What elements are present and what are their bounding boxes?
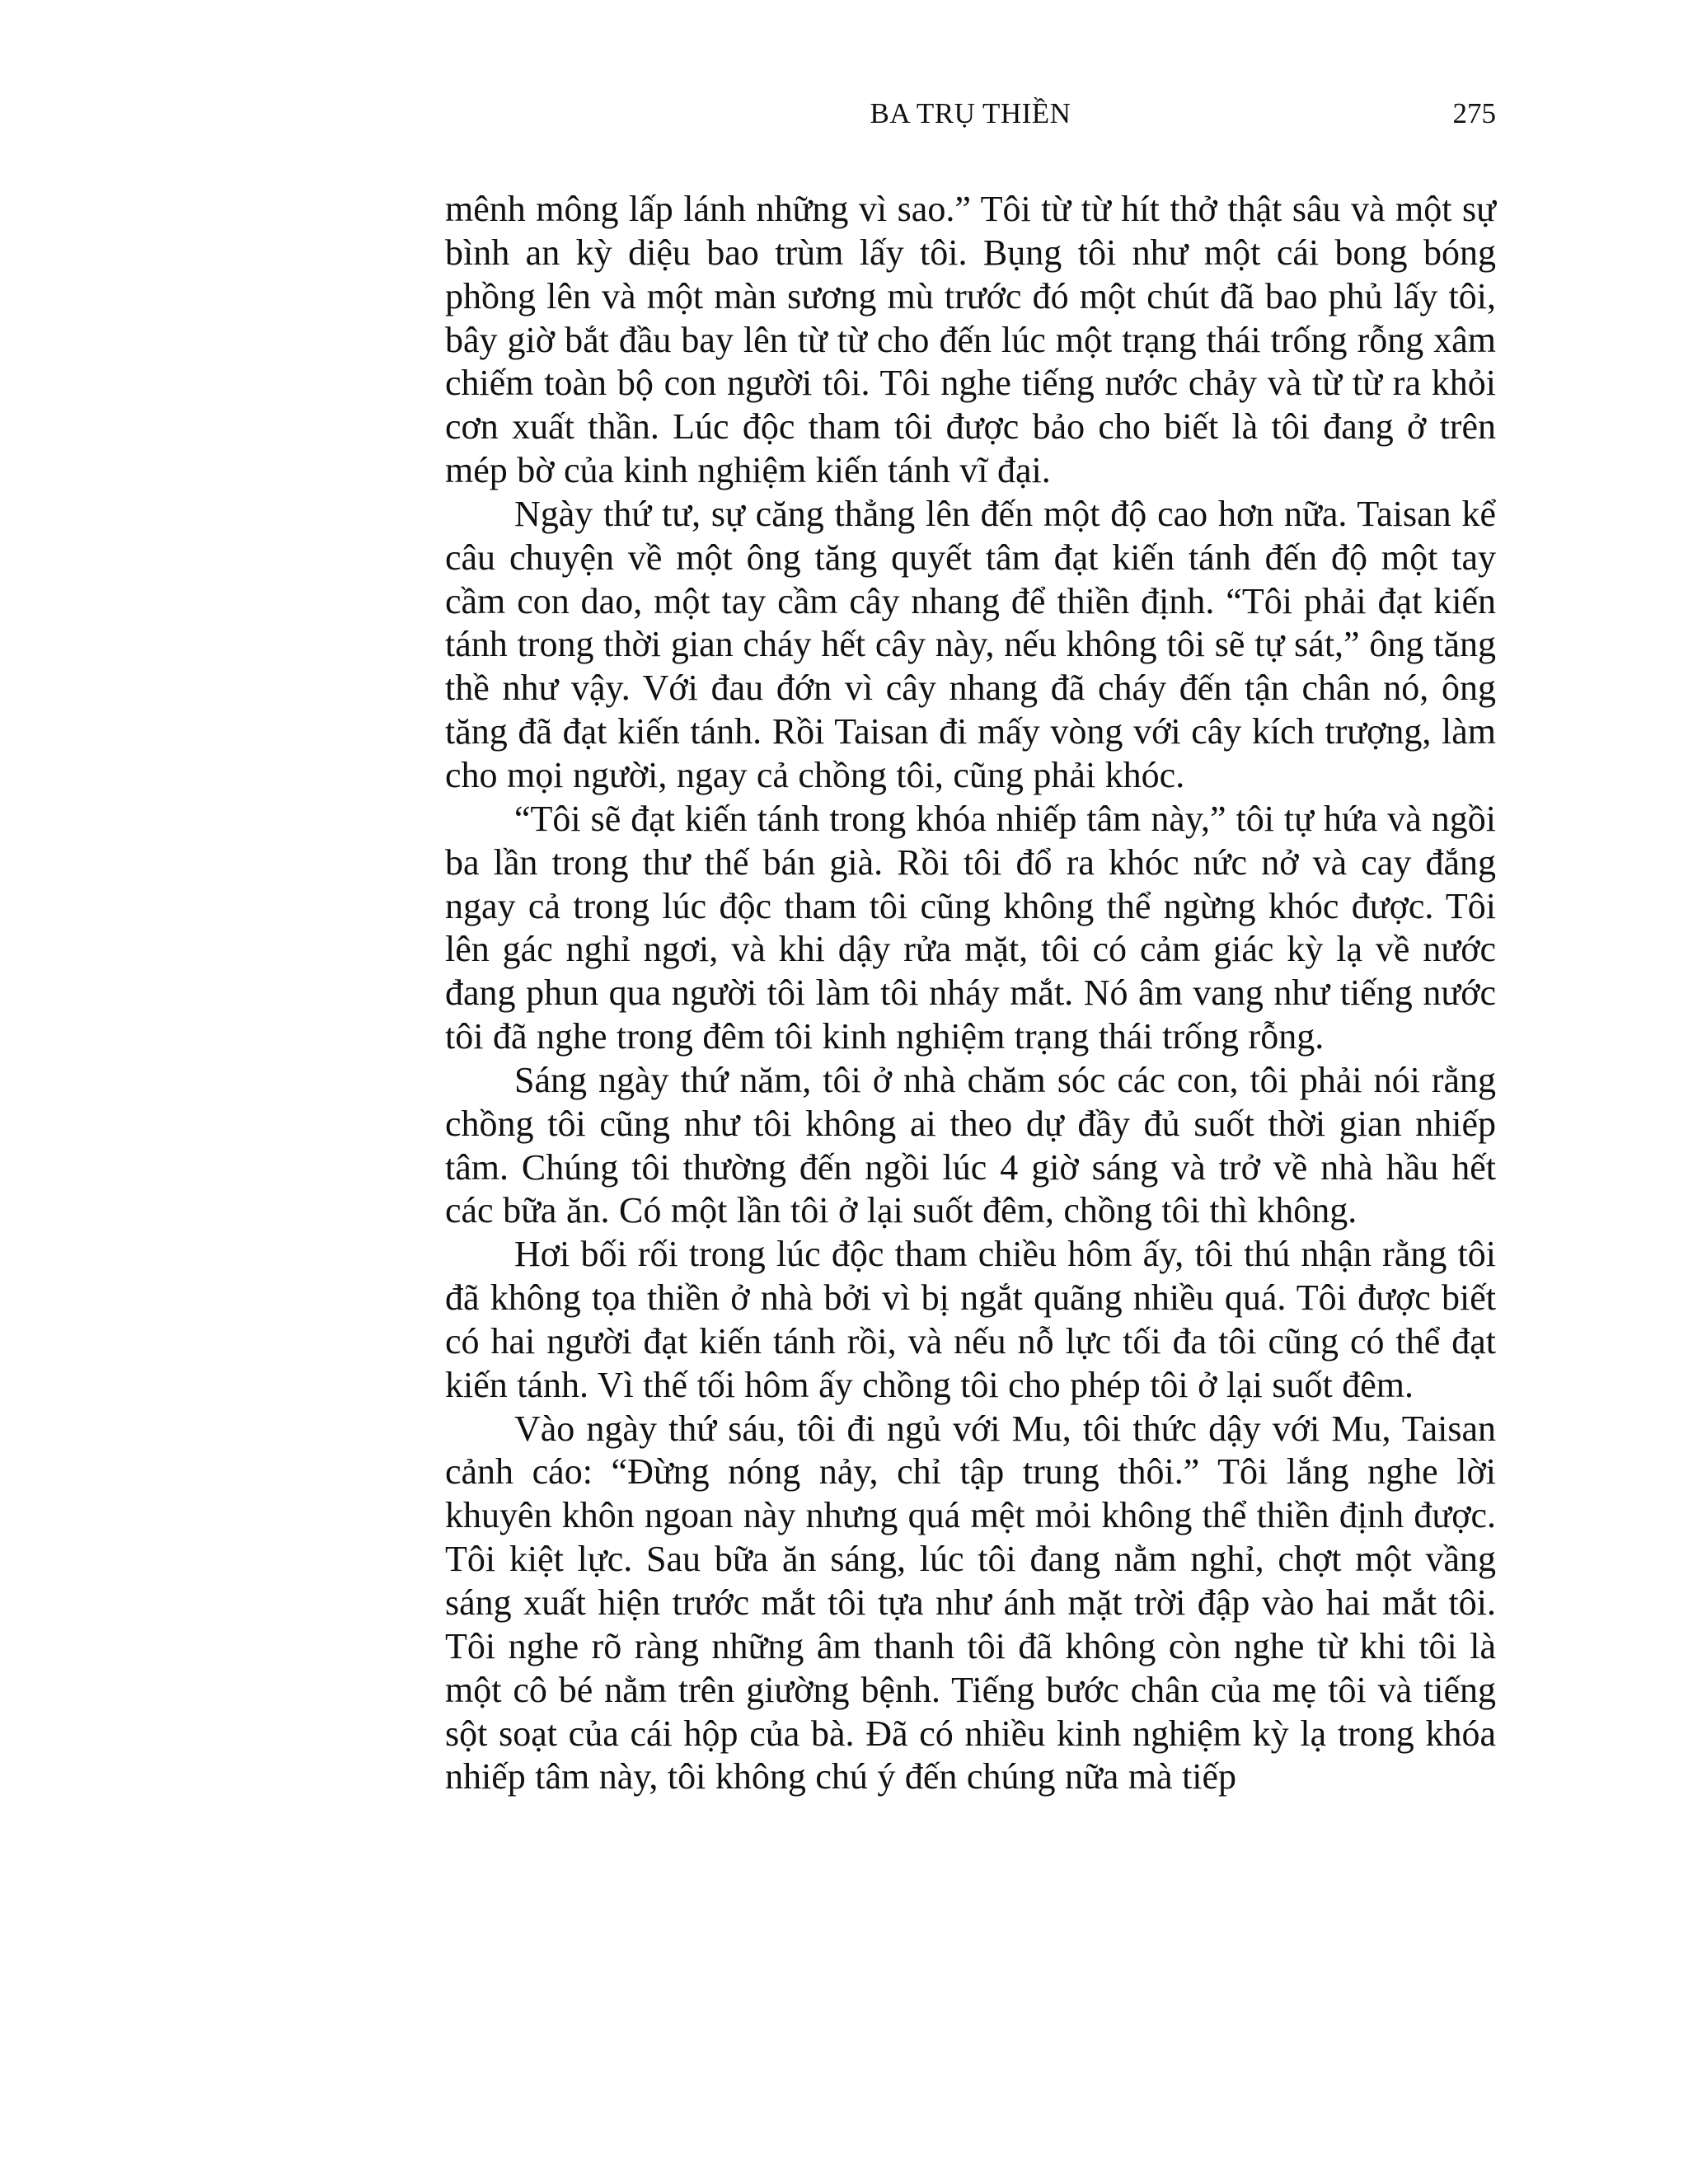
body-text	[445, 188, 1496, 1799]
paragraph: Hơi bối rối trong lúc độc tham chiều hôm ấy, tôi thú nhận rằng tôi đã không tọa thiền ở nhà bởi vì bị ngắt quãng nhiều quá. Tôi được biết có hai người đạt kiến tánh rồi, và nếu nỗ lực tối đa tôi cũng có thể đạt kiến tánh. Vì thế tối hôm ấy chồng tôi cho phép tôi ở lại suốt đêm.	[445, 1234, 1496, 1405]
paragraph: Sáng ngày thứ năm, tôi ở nhà chăm sóc các con, tôi phải nói rằng chồng tôi cũng như tôi không ai theo dự đầy đủ suốt thời gian nhiếp tâm. Chúng tôi thường đến ngồi lúc 4 giờ sáng và trở về nhà hầu hết các bữa ăn. Có một lần tôi ở lại suốt đêm, chồng tôi thì không.	[445, 1059, 1496, 1231]
page-number: 275	[1452, 97, 1496, 129]
running-head	[445, 97, 1496, 138]
paragraph: Vào ngày thứ sáu, tôi đi ngủ với Mu, tôi thức dậy với Mu, Taisan cảnh cáo: “Đừng nóng nảy, chỉ tập trung thôi.” Tôi lắng nghe lời khuyên khôn ngoan này nhưng quá mệt mỏi không thể thiền định được. Tôi kiệt lực. Sau bữa ăn sáng, lúc tôi đang nằm nghỉ, chợt một vầng sáng xuất hiện trước mắt tôi tựa như ánh mặt trời đập vào hai mắt tôi. Tôi nghe rõ ràng những âm thanh tôi đã không còn nghe từ khi tôi là một cô bé nằm trên giường bệnh. Tiếng bước chân của mẹ tôi và tiếng sột soạt của cái hộp của bà. Đã có nhiều kinh nghiệm kỳ lạ trong khóa nhiếp tâm này, tôi không chú ý đến chúng nữa mà tiếp	[445, 1408, 1496, 1797]
paragraph-continued: mênh mông lấp lánh những vì sao.” Tôi từ từ hít thở thật sâu và một sự bình an kỳ diệu bao trùm lấy tôi. Bụng tôi như một cái bong bóng phồng lên và một màn sương mù trước đó một chút đã bao phủ lấy tôi, bây giờ bắt đầu bay lên từ từ cho đến lúc một trạng thái trống rỗng xâm chiếm toàn bộ con người tôi. Tôi nghe tiếng nước chảy và từ từ ra khỏi cơn xuất thần. Lúc độc tham tôi được bảo cho biết là tôi đang ở trên mép bờ của kinh nghiệm kiến tánh vĩ đại.	[445, 189, 1496, 491]
paragraph: Ngày thứ tư, sự căng thẳng lên đến một độ cao hơn nữa. Taisan kể câu chuyện về một ông tăng quyết tâm đạt kiến tánh đến độ một tay cầm con dao, một tay cầm cây nhang để thiền định. “Tôi phải đạt kiến tánh trong thời gian cháy hết cây này, nếu không tôi sẽ tự sát,” ông tăng thề như vậy. Với đau đớn vì cây nhang đã cháy đến tận chân nó, ông tăng đã đạt kiến tánh. Rồi Taisan đi mấy vòng với cây kích trượng, làm cho mọi người, ngay cả chồng tôi, cũng phải khóc.	[445, 493, 1496, 795]
running-title: BA TRỤ THIỀN	[870, 97, 1071, 129]
paragraph: “Tôi sẽ đạt kiến tánh trong khóa nhiếp tâm này,” tôi tự hứa và ngồi ba lần trong thư thế bán già. Rồi tôi đổ ra khóc nức nở và cay đắng ngay cả trong lúc độc tham tôi cũng không thể ngừng khóc được. Tôi lên gác nghỉ ngơi, và khi dậy rửa mặt, tôi có cảm giác kỳ lạ về nước đang phun qua người tôi làm tôi nháy mắt. Nó âm vang như tiếng nước tôi đã nghe trong đêm tôi kinh nghiệm trạng thái trống rỗng.	[445, 798, 1496, 1057]
